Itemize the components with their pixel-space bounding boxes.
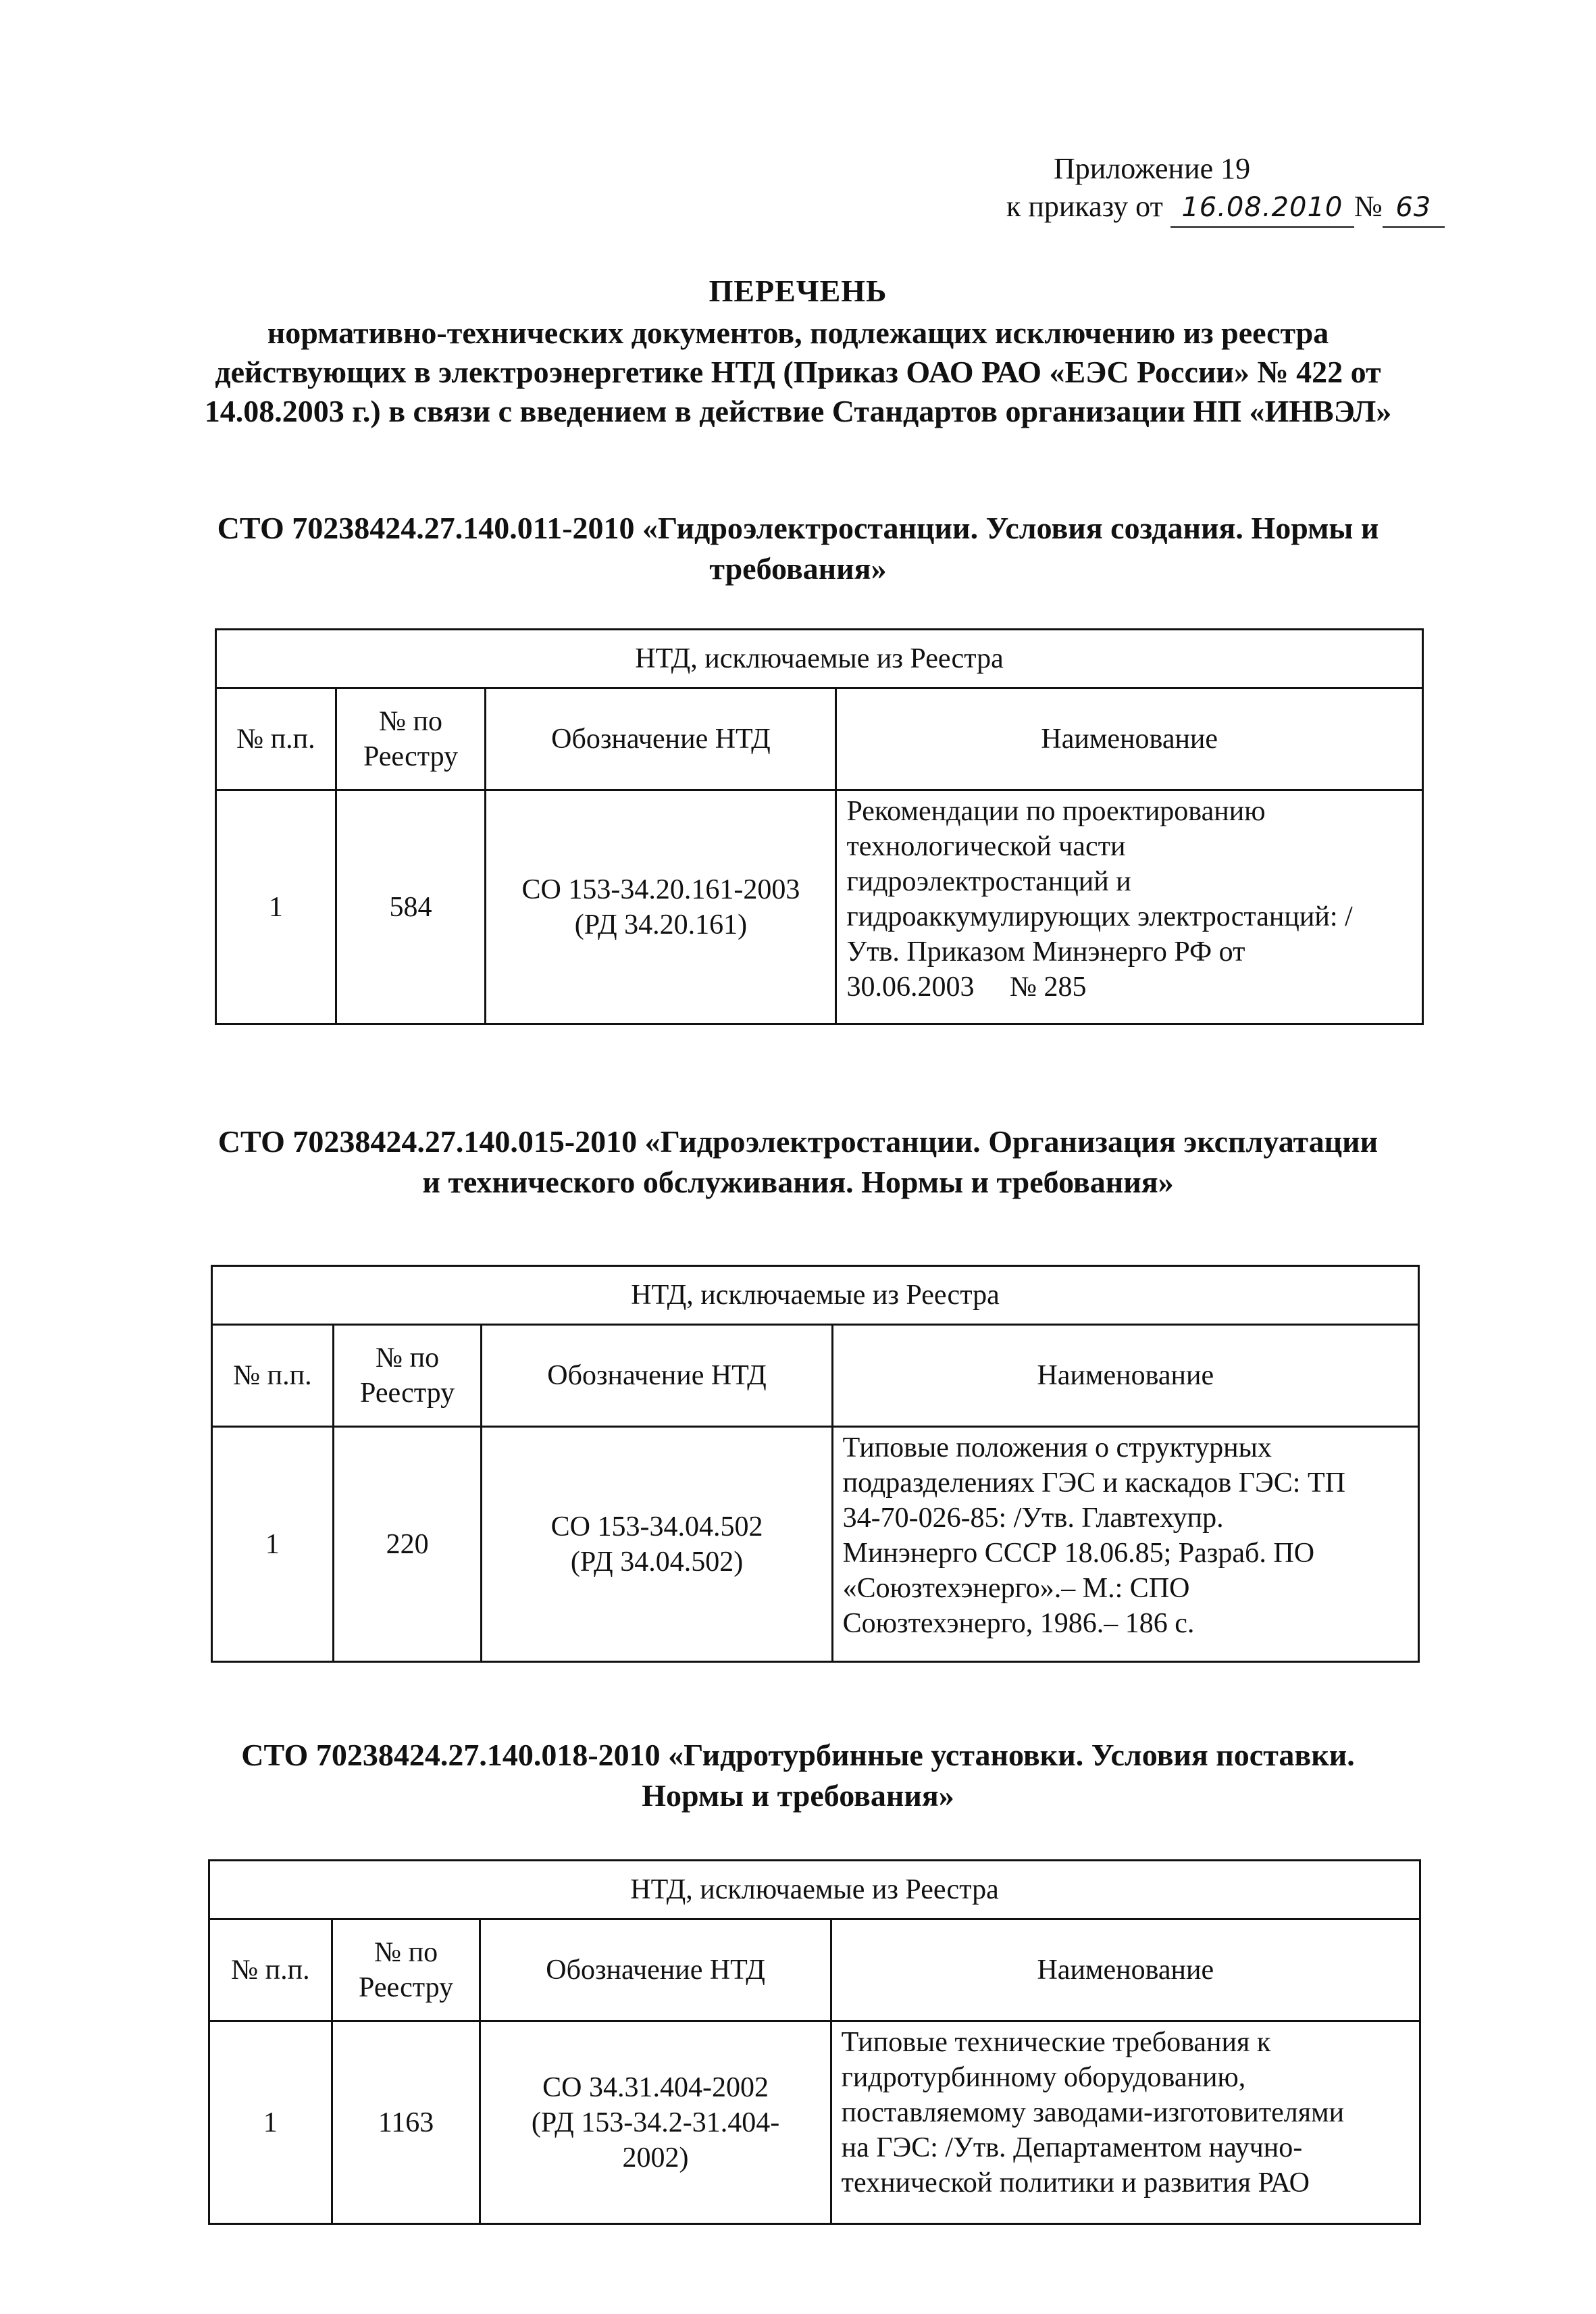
number-sign: №: [1354, 190, 1383, 223]
registry-table-1: [215, 628, 1424, 1025]
col-header-registry-line: Реестру: [363, 741, 459, 772]
cell-code-line: (РД 34.04.502): [570, 1546, 744, 1578]
cell-registry: 1163: [332, 2021, 480, 2224]
col-header-num: № п.п.: [209, 1919, 332, 2021]
col-header-registry-line: № по: [376, 1342, 440, 1374]
registry-table-3: [208, 1859, 1421, 2225]
cell-name-line: 30.06.2003 № 285: [846, 972, 1087, 1003]
cell-num: 1: [216, 790, 336, 1024]
col-header-registry-line: Реестру: [359, 1972, 454, 2003]
col-header-code: Обозначение НТД: [486, 688, 836, 790]
cell-registry: 220: [333, 1427, 482, 1662]
col-header-code: Обозначение НТД: [480, 1919, 831, 2021]
cell-name-line: Типовые технические требования к: [841, 2027, 1271, 2058]
col-header-name: Наименование: [836, 688, 1423, 790]
appendix-header: [1006, 150, 1506, 228]
cell-name-line: Минэнерго СССР 18.06.85; Разраб. ПО: [842, 1538, 1315, 1569]
cell-code-line: СО 34.31.404-2002: [542, 2071, 769, 2103]
col-header-name: Наименование: [831, 1919, 1420, 2021]
cell-name-line: 34-70-026-85: /Утв. Главтехупр.: [842, 1503, 1224, 1534]
table-caption-row: [212, 1266, 1419, 1325]
cell-name-line: гидроаккумулирующих электростанций: /: [846, 901, 1353, 932]
table-caption-row: [209, 1861, 1420, 1919]
cell-num: 1: [212, 1427, 334, 1662]
cell-code: [486, 790, 836, 1024]
subtitle-line-1: нормативно-технических документов, подлежащих исключению из реестра: [267, 316, 1329, 350]
section-title-line: СТО 70238424.27.140.011-2010 «Гидроэлектростанции. Условия создания. Нормы и: [217, 511, 1379, 545]
section-title-line: и технического обслуживания. Нормы и требования»: [422, 1165, 1174, 1199]
section-title-2: [135, 1122, 1461, 1203]
cell-name-line: Типовые положения о структурных: [842, 1432, 1272, 1463]
col-header-code: Обозначение НТД: [482, 1325, 832, 1427]
col-header-registry-line: № по: [379, 706, 443, 737]
table-row: [209, 2021, 1420, 2224]
order-number-handwritten: 63: [1383, 188, 1445, 228]
order-prefix: к приказу от: [1006, 190, 1163, 223]
cell-code-line: (РД 153-34.2-31.404-: [531, 2107, 780, 2138]
cell-code-line: СО 153-34.20.161-2003: [521, 874, 800, 905]
table-row: [216, 790, 1423, 1024]
cell-name: [836, 790, 1423, 1024]
order-reference: [1006, 188, 1506, 228]
table-caption: НТД, исключаемые из Реестра: [212, 1266, 1419, 1325]
table-header-row: [212, 1325, 1419, 1427]
cell-name-line: «Союзтехэнерго».– М.: СПО: [842, 1573, 1190, 1604]
col-header-registry: [333, 1325, 482, 1427]
table-row: [212, 1427, 1419, 1662]
section-title-line: СТО 70238424.27.140.015-2010 «Гидроэлектростанции. Организация эксплуатации: [217, 1124, 1379, 1159]
subtitle-line-3: 14.08.2003 г.) в связи с введением в действие Стандартов организации НП «ИНВЭЛ»: [204, 394, 1392, 428]
cell-name-line: гидротурбинному оборудованию,: [841, 2062, 1246, 2093]
cell-name-line: подразделениях ГЭС и каскадов ГЭС: ТП: [842, 1467, 1345, 1499]
col-header-name: Наименование: [832, 1325, 1418, 1427]
cell-name: [831, 2021, 1420, 2224]
cell-code-line: (РД 34.20.161): [574, 909, 748, 940]
cell-code: [482, 1427, 832, 1662]
appendix-label: Приложение 19: [1054, 152, 1251, 185]
cell-name-line: Союзтехэнерго, 1986.– 186 с.: [842, 1608, 1195, 1639]
document-subtitle: [101, 313, 1495, 431]
section-title-line: требования»: [709, 551, 887, 586]
col-header-registry-line: Реестру: [360, 1378, 455, 1409]
document-title: ПЕРЕЧЕНЬ: [709, 274, 887, 308]
table-caption: НТД, исключаемые из Реестра: [216, 630, 1423, 688]
col-header-registry-line: № по: [374, 1937, 438, 1968]
section-title-line: СТО 70238424.27.140.018-2010 «Гидротурбинные установки. Условия поставки.: [241, 1738, 1355, 1772]
cell-name-line: гидроэлектростанций и: [846, 866, 1131, 897]
col-header-num: № п.п.: [212, 1325, 334, 1427]
cell-registry: 584: [336, 790, 486, 1024]
cell-name-line: Утв. Приказом Минэнерго РФ от: [846, 936, 1245, 967]
col-header-registry: [336, 688, 486, 790]
section-title-1: [135, 508, 1461, 589]
table-caption: НТД, исключаемые из Реестра: [209, 1861, 1420, 1919]
cell-name-line: Рекомендации по проектированию: [846, 796, 1266, 827]
cell-code-line: 2002): [622, 2142, 689, 2173]
cell-name-line: технологической части: [846, 831, 1126, 862]
section-title-3: [135, 1735, 1461, 1816]
cell-code-line: СО 153-34.04.502: [550, 1511, 763, 1542]
subtitle-line-2: действующих в электроэнергетике НТД (Приказ ОАО РАО «ЕЭС России» № 422 от: [215, 355, 1381, 389]
cell-code: [480, 2021, 831, 2224]
table-header-row: [216, 688, 1423, 790]
cell-num: 1: [209, 2021, 332, 2224]
table-header-row: [209, 1919, 1420, 2021]
cell-name: [832, 1427, 1418, 1662]
cell-name-line: поставляемому заводами-изготовителями: [841, 2097, 1345, 2128]
table-caption-row: [216, 630, 1423, 688]
col-header-num: № п.п.: [216, 688, 336, 790]
cell-name-line: на ГЭС: /Утв. Департаментом научно-: [841, 2132, 1303, 2163]
section-title-line: Нормы и требования»: [642, 1778, 954, 1813]
cell-name-line: технической политики и развития РАО: [841, 2167, 1310, 2198]
col-header-registry: [332, 1919, 480, 2021]
order-date-handwritten: 16.08.2010: [1170, 188, 1354, 228]
registry-table-2: [211, 1265, 1420, 1663]
